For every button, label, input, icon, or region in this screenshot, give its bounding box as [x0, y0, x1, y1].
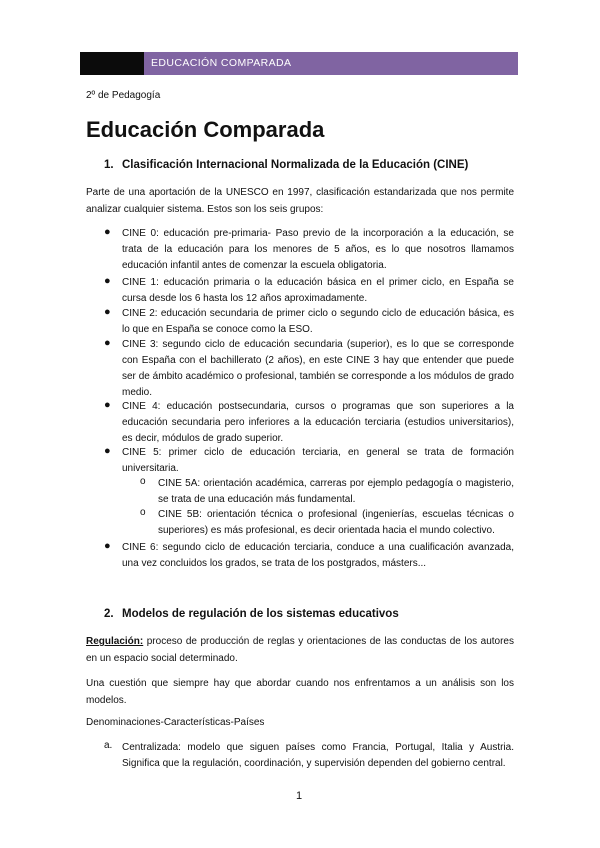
section1-number: 1. — [104, 159, 114, 171]
section2-heading: Modelos de regulación de los sistemas educativos — [122, 608, 399, 620]
sub-bullet: o — [140, 476, 146, 487]
section1-intro: Parte de una aportación de la UNESCO en 1997, clasificación estandarizada que nos permite analizar cualquier sistema. Estos son los seis grupos: — [86, 187, 514, 215]
header-black-block — [80, 52, 144, 75]
cine1-text: CINE 1: educación primaria o la educación básica en el primer ciclo, en España se cursa desde los 6 hasta los 12 años aproximadamente. — [122, 277, 514, 304]
definition-text: proceso de producción de reglas y orientaciones de las conductas de los autores en un espacio social determinado. — [86, 636, 514, 664]
cine5b-text: CINE 5B: orientación técnica o profesional (ingenierías, escuelas técnicas o superiores) es más profesional, es decir orientada hacia el mundo colectivo. — [158, 509, 514, 536]
cine5-text: CINE 5: primer ciclo de educación terciaria, en general se trata de formación universitaria. — [122, 447, 514, 474]
bullet: ● — [104, 275, 111, 287]
definition-paragraph — [86, 633, 514, 667]
definition-term: Regulación: — [86, 636, 144, 647]
cine4-text: CINE 4: educación postsecundaria, cursos o programas que son superiores a la educación secundaria pero inferiores a la educación terciaria (estudios universitarios), es decir, módulos de grado superior. — [122, 401, 514, 444]
page-title: Educación Comparada — [86, 117, 325, 142]
sub-bullet: o — [140, 507, 146, 518]
section2-paragraph: Una cuestión que siempre hay que abordar cuando nos enfrentamos a un análisis son los modelos. — [86, 678, 514, 706]
list-letter-a: a. — [104, 740, 113, 751]
section2-number: 2. — [104, 608, 114, 620]
bullet: ● — [104, 337, 111, 349]
cine2-text: CINE 2: educación secundaria de primer ciclo o segundo ciclo de educación básica, es lo que en España se conoce como la ESO. — [122, 308, 514, 335]
cine0-text: CINE 0: educación pre-primaria- Paso previo de la incorporación a la educación, se trata de la educación para los menores de 5 años, es lo que nosotros llamamos educación infantil antes de comenzar la escuela obligatoria. — [122, 228, 514, 271]
bullet: ● — [104, 226, 111, 238]
denominations-line: Denominaciones-Características-Países — [86, 717, 265, 728]
bullet: ● — [104, 540, 111, 552]
page-number: 1 — [296, 790, 303, 802]
header-label: EDUCACIÓN COMPARADA — [151, 57, 292, 69]
bullet: ● — [104, 399, 111, 411]
course-label: 2º de Pedagogía — [86, 90, 161, 101]
cine6-text: CINE 6: segundo ciclo de educación terciaria, conduce a una cualificación avanzada, una vez concluidos los grados, se trata de los postgrados, másters... — [122, 542, 514, 569]
centralized-text: Centralizada: modelo que siguen países como Francia, Portugal, Italia y Austria. Significa que la regulación, coordinación, y supervisión dependen del gobierno central. — [122, 742, 514, 769]
cine3-text: CINE 3: segundo ciclo de educación secundaria (superior), es lo que se corresponde con España con el bachillerato (2 años), en este CINE 3 hay que entender que puede ser de ámbito académico o profesional, también se corresponde a los módulos de grado medio. — [122, 339, 514, 398]
bullet: ● — [104, 445, 111, 457]
bullet: ● — [104, 306, 111, 318]
cine5a-text: CINE 5A: orientación académica, carreras por ejemplo pedagogía o magisterio, se trata de una educación más fundamental. — [158, 478, 514, 505]
section1-heading: Clasificación Internacional Normalizada de la Educación (CINE) — [122, 159, 469, 171]
